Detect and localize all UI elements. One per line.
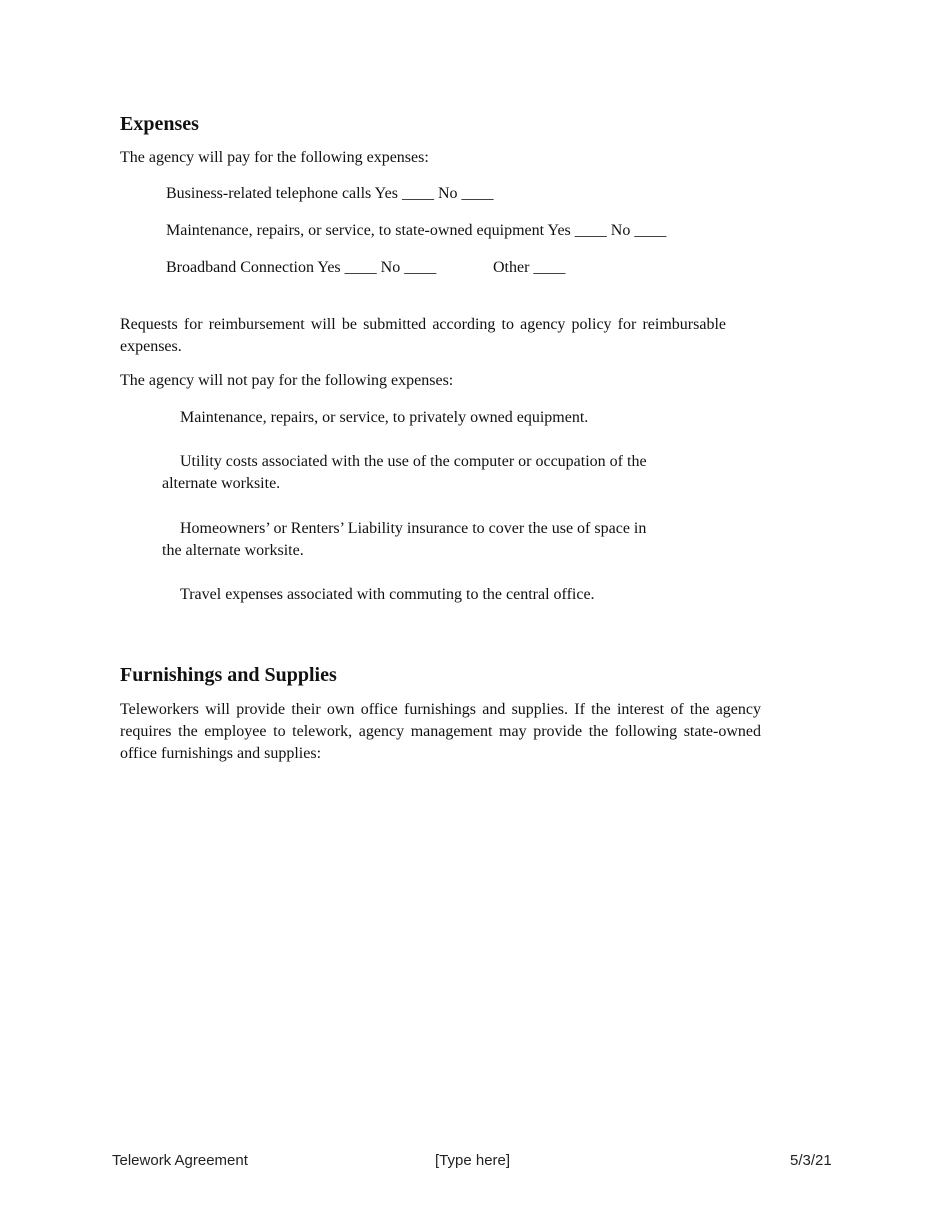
furnishings-paragraph: Teleworkers will provide their own office furnishings and supplies. If the interest of the agency requires the employee to telework, agency management may provide the following state-owned office furnishings and supplies: — [120, 701, 761, 762]
reimbursement-paragraph: Requests for reimbursement will be submitted according to agency policy for reimbursable expenses. — [120, 316, 726, 355]
footer-date: 5/3/21 — [790, 1152, 832, 1169]
not-paid-item-liability-insurance: Homeowners’ or Renters’ Liability insurance to cover the use of space in the alternate worksite. — [162, 520, 647, 559]
expense-item-state-equipment: Maintenance, repairs, or service, to state-owned equipment Yes ____ No ____ — [166, 222, 667, 239]
not-paid-item-travel: Travel expenses associated with commuting to the central office. — [180, 586, 595, 603]
expenses-intro: The agency will pay for the following expenses: — [120, 149, 429, 166]
expense-item-other: Other ____ — [493, 259, 566, 276]
furnishings-heading: Furnishings and Supplies — [120, 664, 337, 686]
expense-item-broadband: Broadband Connection Yes ____ No ____ — [166, 259, 437, 276]
footer-document-title: Telework Agreement — [112, 1152, 248, 1169]
expenses-heading: Expenses — [120, 113, 199, 135]
not-paid-item-utility-costs: Utility costs associated with the use of the computer or occupation of the alternate worksite. — [162, 453, 647, 492]
footer-placeholder: [Type here] — [435, 1152, 511, 1169]
not-paid-item-private-equipment: Maintenance, repairs, or service, to privately owned equipment. — [180, 409, 589, 426]
not-paid-intro: The agency will not pay for the following expenses: — [120, 372, 454, 389]
expense-item-telephone: Business-related telephone calls Yes ____ No ____ — [166, 185, 494, 202]
